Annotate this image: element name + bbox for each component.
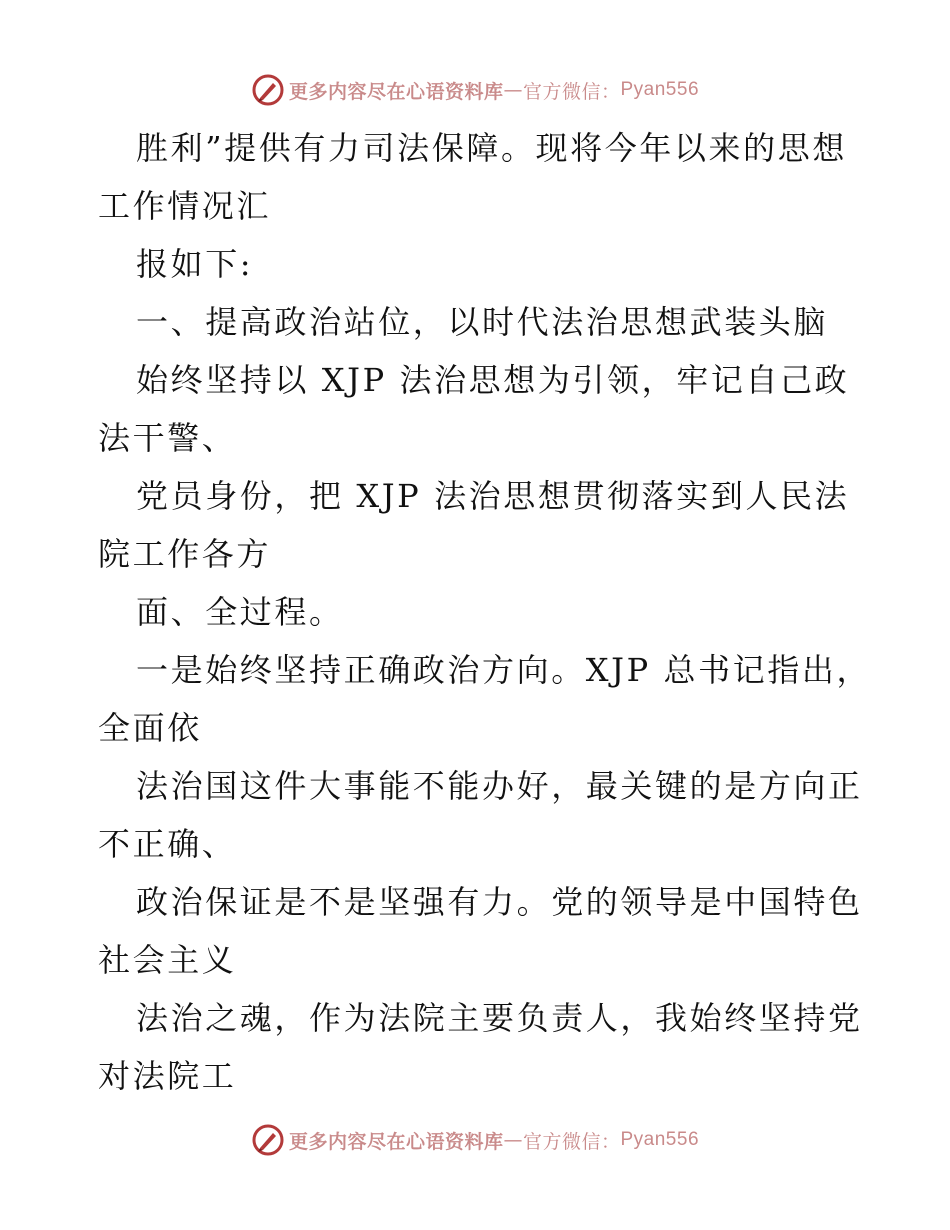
banner-separator: —	[503, 79, 523, 101]
text-line: 始终坚持以 XJP 法治思想为引领，牢记自己政	[136, 361, 850, 399]
text-line: 法治国这件大事能不能办好，最关键的是方向正	[136, 767, 863, 805]
banner-label: 官方微信：	[522, 1130, 621, 1153]
pen-logo-icon	[251, 1123, 285, 1157]
header-banner	[0, 70, 950, 110]
text-line: 社会主义	[98, 941, 237, 979]
text-line: 报如下:	[136, 245, 254, 283]
text-line: 全面依	[98, 709, 202, 747]
text-line: 一、提高政治站位，以时代法治思想武装头脑	[136, 303, 829, 341]
text-line: 政治保证是不是坚强有力。党的领导是中国特色	[136, 883, 863, 921]
banner-separator: —	[503, 1129, 523, 1151]
text-line: 工作情况汇	[98, 187, 272, 225]
banner-label: 官方微信：	[522, 80, 621, 103]
text-line: 面、全过程。	[136, 593, 344, 631]
banner-site-text: 更多内容尽在心语资料库	[288, 1130, 504, 1153]
text-line: 院工作各方	[98, 535, 272, 573]
text-line: 不正确、	[98, 825, 237, 863]
text-line: 胜利”提供有力司法保障。现将今年以来的思想	[136, 129, 847, 167]
text-line: 一是始终坚持正确政治方向。XJP 总书记指出，	[136, 651, 872, 689]
text-line: 法干警、	[98, 419, 237, 457]
banner-wechat-id: Pyan556	[620, 79, 700, 100]
text-line: 法治之魂，作为法院主要负责人，我始终坚持党	[136, 999, 863, 1037]
banner-wechat-id: Pyan556	[620, 1129, 700, 1150]
text-line: 党员身份，把 XJP 法治思想贯彻落实到人民法	[136, 477, 850, 515]
pen-logo-icon	[251, 73, 285, 107]
text-line: 对法院工	[98, 1057, 237, 1095]
footer-banner	[0, 1120, 950, 1160]
banner-site-text: 更多内容尽在心语资料库	[288, 80, 504, 103]
